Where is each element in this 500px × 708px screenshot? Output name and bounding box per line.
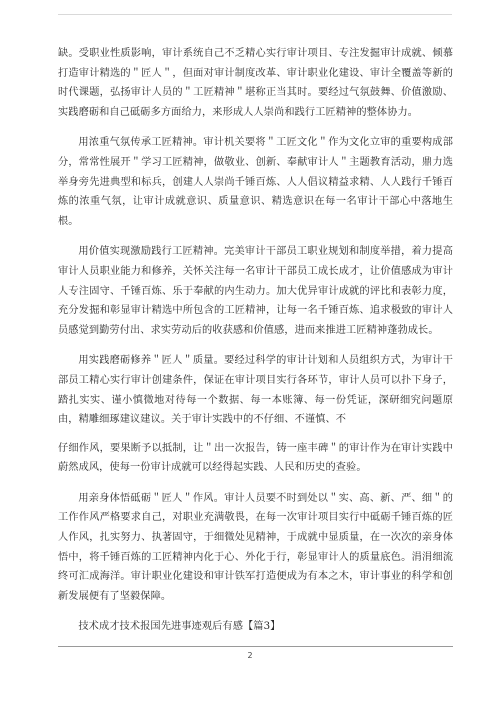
section-heading: 技术成才技术报国先进事迹观后有感【篇3】 [78, 621, 281, 633]
page-number: 2 [247, 651, 253, 660]
paragraph-atmosphere: 用浓重气氛传承工匠精神。审计机关要将＂工匠文化＂作为文化立审的重要构成部分，常常性展开＂学习工匠精神，做敬业、创新、奉献审计人＂主题教育活动，鼎力选举身旁先进典型和标兵，创建人人崇尚千锤百炼、人人倡议精益求精、人人践行千锤百炼的浓重气氛，让审计成就意识、质量意识、精选意识在每一名审计干部心中落地生根。 [58, 137, 453, 227]
paragraph-practice-continuation: 仔细作风，要果断予以抵制，让＂出一次报告，铸一座丰碑＂的审计作为在审计实践中蔚然成风，使每一份审计成就可以经得起实践、人民和历史的查验。 [58, 442, 453, 474]
paragraph-intro-continuation: 缺。受职业性质影响，审计系统自己不乏精心实行审计项目、专注发掘审计成就、倾慕打造审计精选的＂匠人＂，但面对审计制度改革、审计职业化建设、审计全覆盖等新的时代课题，弘扬审计人员的＂工匠精神＂堪称正当其时。要经过气氛鼓舞、价值激励、实践磨砺和自己砥砺多方面给力，来形成人人崇尚和践行工匠精神的整体协力。 [58, 48, 453, 118]
paragraph-value-incentive: 用价值实现激励践行工匠精神。完美审计干部员工职业规划和制度举措，着力提高审计人员职业能力和修养，关怀关注每一名审计干部员工成长成才，让价值感成为审计人专注固守、千锤百炼、乐于奉献的内生动力。加大优异审计成就的评比和表彰力度，充分发掘和彰显审计精选中所包含的工匠精神，让每一名千锤百炼、追求极致的审计人员感觉到勤劳付出、求实劳动后的收获感和价值感，进而来推进工匠精神蓬勃成长。 [58, 246, 453, 336]
paragraph-personal-experience: 用亲身体悟砥砺＂匠人＂作风。审计人员要不时到处以＂实、高、新、严、细＂的工作作风严格要求自己，对职业充满敬畏，在每一次审计项目实行中砥砺千锤百炼的匠人作风，扎实努力、执著固守，于细微处见精神，于成就中显质量，在一次次的亲身体悟中，将千锤百炼的工匠精神内化于心、外化于行，彰显审计人的质量底色。涓涓细流终可汇成海洋。审计职业化建设和审计铁军打造便成为有本之木，审计事业的科学和创新发展便有了坚毅保障。 [58, 492, 453, 602]
document-body [58, 44, 453, 648]
header-rule [58, 14, 452, 15]
footer-rule [58, 646, 453, 647]
paragraph-practice: 用实践磨砺修养＂匠人＂质量。要经过科学的审计计划和人员组织方式，为审计干部员工精心实行审计创建条件，保证在审计项目实行各环节，审计人员可以扑下身子，踏扎实实、谨小慎微地对待每一个数据、每一本账簿、每一份凭证，深研细究问题原由，精雕细琢建议建议。关于审计实践中的不仔细、不谨慎、不 [58, 355, 453, 426]
